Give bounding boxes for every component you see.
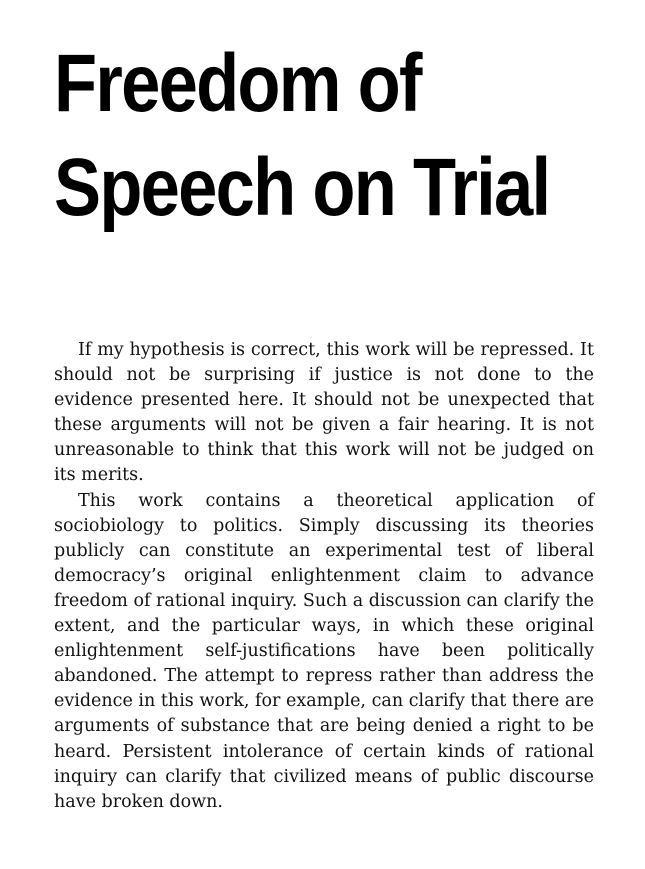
chapter-title-line-2: Speech on Trial [54,142,550,233]
chapter-title [54,32,550,240]
paragraph-1: If my hypothesis is correct, this work will be repressed. It should not be surprising if justice is not done to the evidence presented here. It should not be unexpected that these arguments will not be given a fair hearing. It is not unreasonable to think that this work will not be judged on its merits. [54,340,594,486]
body-text [54,338,594,815]
chapter-title-line-1: Freedom of [54,38,421,129]
paragraph-2: This work contains a theoretical application of sociobiology to politics. Simply discussing its theories publicly can constitute an experimental test of liberal democracy’s original enlightenment claim to advance freedom of rational inquiry. Such a discussion can clarify the extent, and the particular ways, in which these original enlightenment self-justifications have been politically abandoned. The attempt to repress rather than address the evidence in this work, for example, can clarify that there are arguments of substance that are being denied a right to be heard. Persistent intolerance of certain kinds of rational inquiry can clarify that civilized means of public discourse have broken down. [54,490,594,812]
